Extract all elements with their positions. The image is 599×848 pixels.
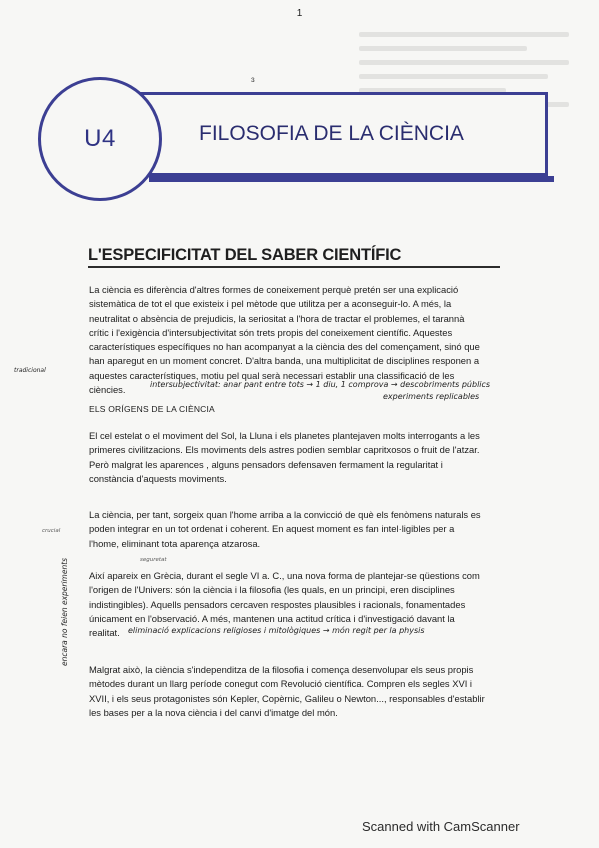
text-line: constància d'aquests moviments.: [89, 472, 227, 484]
page-number: 1: [296, 8, 303, 19]
handwritten-margin-note: encara no feien experiments: [60, 557, 69, 666]
handwritten-margin-note: crucial: [42, 528, 61, 534]
text-line: Així apareix en Grècia, durant el segle VI a. C., una nova forma de plantejar-se qüestions com: [89, 570, 480, 581]
text-line: poden integrar en un tot ordenat i coherent. En aquest moment es fan intel·ligibles per a: [89, 523, 455, 535]
text-line: El cel estelat o el moviment del Sol, la Lluna i els planetes plantejaven molts interrogants a les: [89, 430, 480, 441]
text-line: Però malgrat les aparences , alguns pensadors defensaven fermament la regularitat i: [89, 458, 443, 470]
text-line: neutralitat o absència de prejudicis, la seriositat a l'hora de tractar el problemes, el tarannà: [89, 312, 465, 324]
section-divider: [88, 266, 500, 268]
handwritten-note: eliminació explicacions religioses i mitològiques → món regit per la physis: [128, 626, 425, 635]
text-line: crític i l'exigència d'intersubjectivitat són trets propis del coneixement científic. Aquestes: [89, 326, 453, 338]
text-line: realitat.: [89, 627, 120, 639]
text-line: aquestes característiques, motiu pel qual serà necessari establir una classificació de les: [89, 369, 455, 381]
paragraph-conviction: [89, 508, 505, 551]
text-line: les bases per a la nova ciència i del canvi d'imatge del món.: [89, 706, 338, 718]
handwritten-note: intersubjectivitat: anar pant entre tots → 1 diu, 1 comprova → descobriments públics: [150, 380, 491, 389]
unit-banner: [140, 92, 548, 176]
text-line: únicament en l'observació. A més, mantenen una actitud crítica i d'investigació davant la: [89, 612, 455, 624]
text-line: han aparegut en un moment concret. D'altra banda, una multiplicitat de disciplines responen a: [89, 355, 480, 367]
unit-badge: [38, 77, 162, 201]
unit-title: FILOSOFIA DE LA CIÈNCIA: [199, 122, 464, 145]
section-title: L'ESPECIFICITAT DEL SABER CIENTÍFIC: [88, 246, 402, 264]
text-line: La ciència, per tant, sorgeix quan l'home arriba a la convicció de què els fenòmens naturals es: [89, 509, 481, 520]
text-line: l'home, eliminant tota aparença atzarosa.: [89, 537, 261, 549]
handwritten-note: experiments replicables: [383, 392, 480, 401]
subheading: ELS ORÍGENS DE LA CIÈNCIA: [89, 404, 215, 414]
text-line: mètodes durant un llarg període conegut com Revolució científica. Compren els segles XVI i: [89, 678, 473, 690]
text-line: XVII, i els seus protagonistes són Kepler, Copèrnic, Galileu o Newton..., responsables d'establir: [89, 692, 485, 704]
pen-tick: ɜ: [251, 75, 255, 84]
unit-code: U4: [84, 125, 116, 152]
scanner-watermark: Scanned with CamScanner: [362, 819, 520, 834]
paragraph-revolution: [89, 663, 505, 720]
text-line: ciències.: [89, 384, 126, 396]
paragraph-origins: [89, 429, 505, 486]
text-line: indistingibles). Aquells pensadors cercaven respostes plausibles i racionals, fonamentades: [89, 598, 466, 610]
handwritten-note: seguretat: [140, 557, 167, 563]
text-line: sistemàtica de tot el que existeix i pel mètode que utilitza per a aconseguir-lo. A més, la: [89, 298, 452, 310]
text-line: La ciència es diferència d'altres formes de coneixement perquè pretén ser una explicació: [89, 284, 459, 295]
text-line: l'origen de l'Univers: són la ciència i la filosofia (les quals, en un principi, eren disciplines: [89, 584, 455, 596]
text-line: primeres civilitzacions. Els moviments dels astres podien semblar capritxosos o fruit de l'atzar.: [89, 444, 480, 456]
text-line: Malgrat això, la ciència s'independitza de la filosofia i comença desenvolupar els seus propis: [89, 664, 474, 675]
handwritten-margin-note: tradicional: [14, 367, 46, 374]
text-line: característiques específiques no han acompanyat a la ciència des del començament, sinó que: [89, 341, 480, 353]
